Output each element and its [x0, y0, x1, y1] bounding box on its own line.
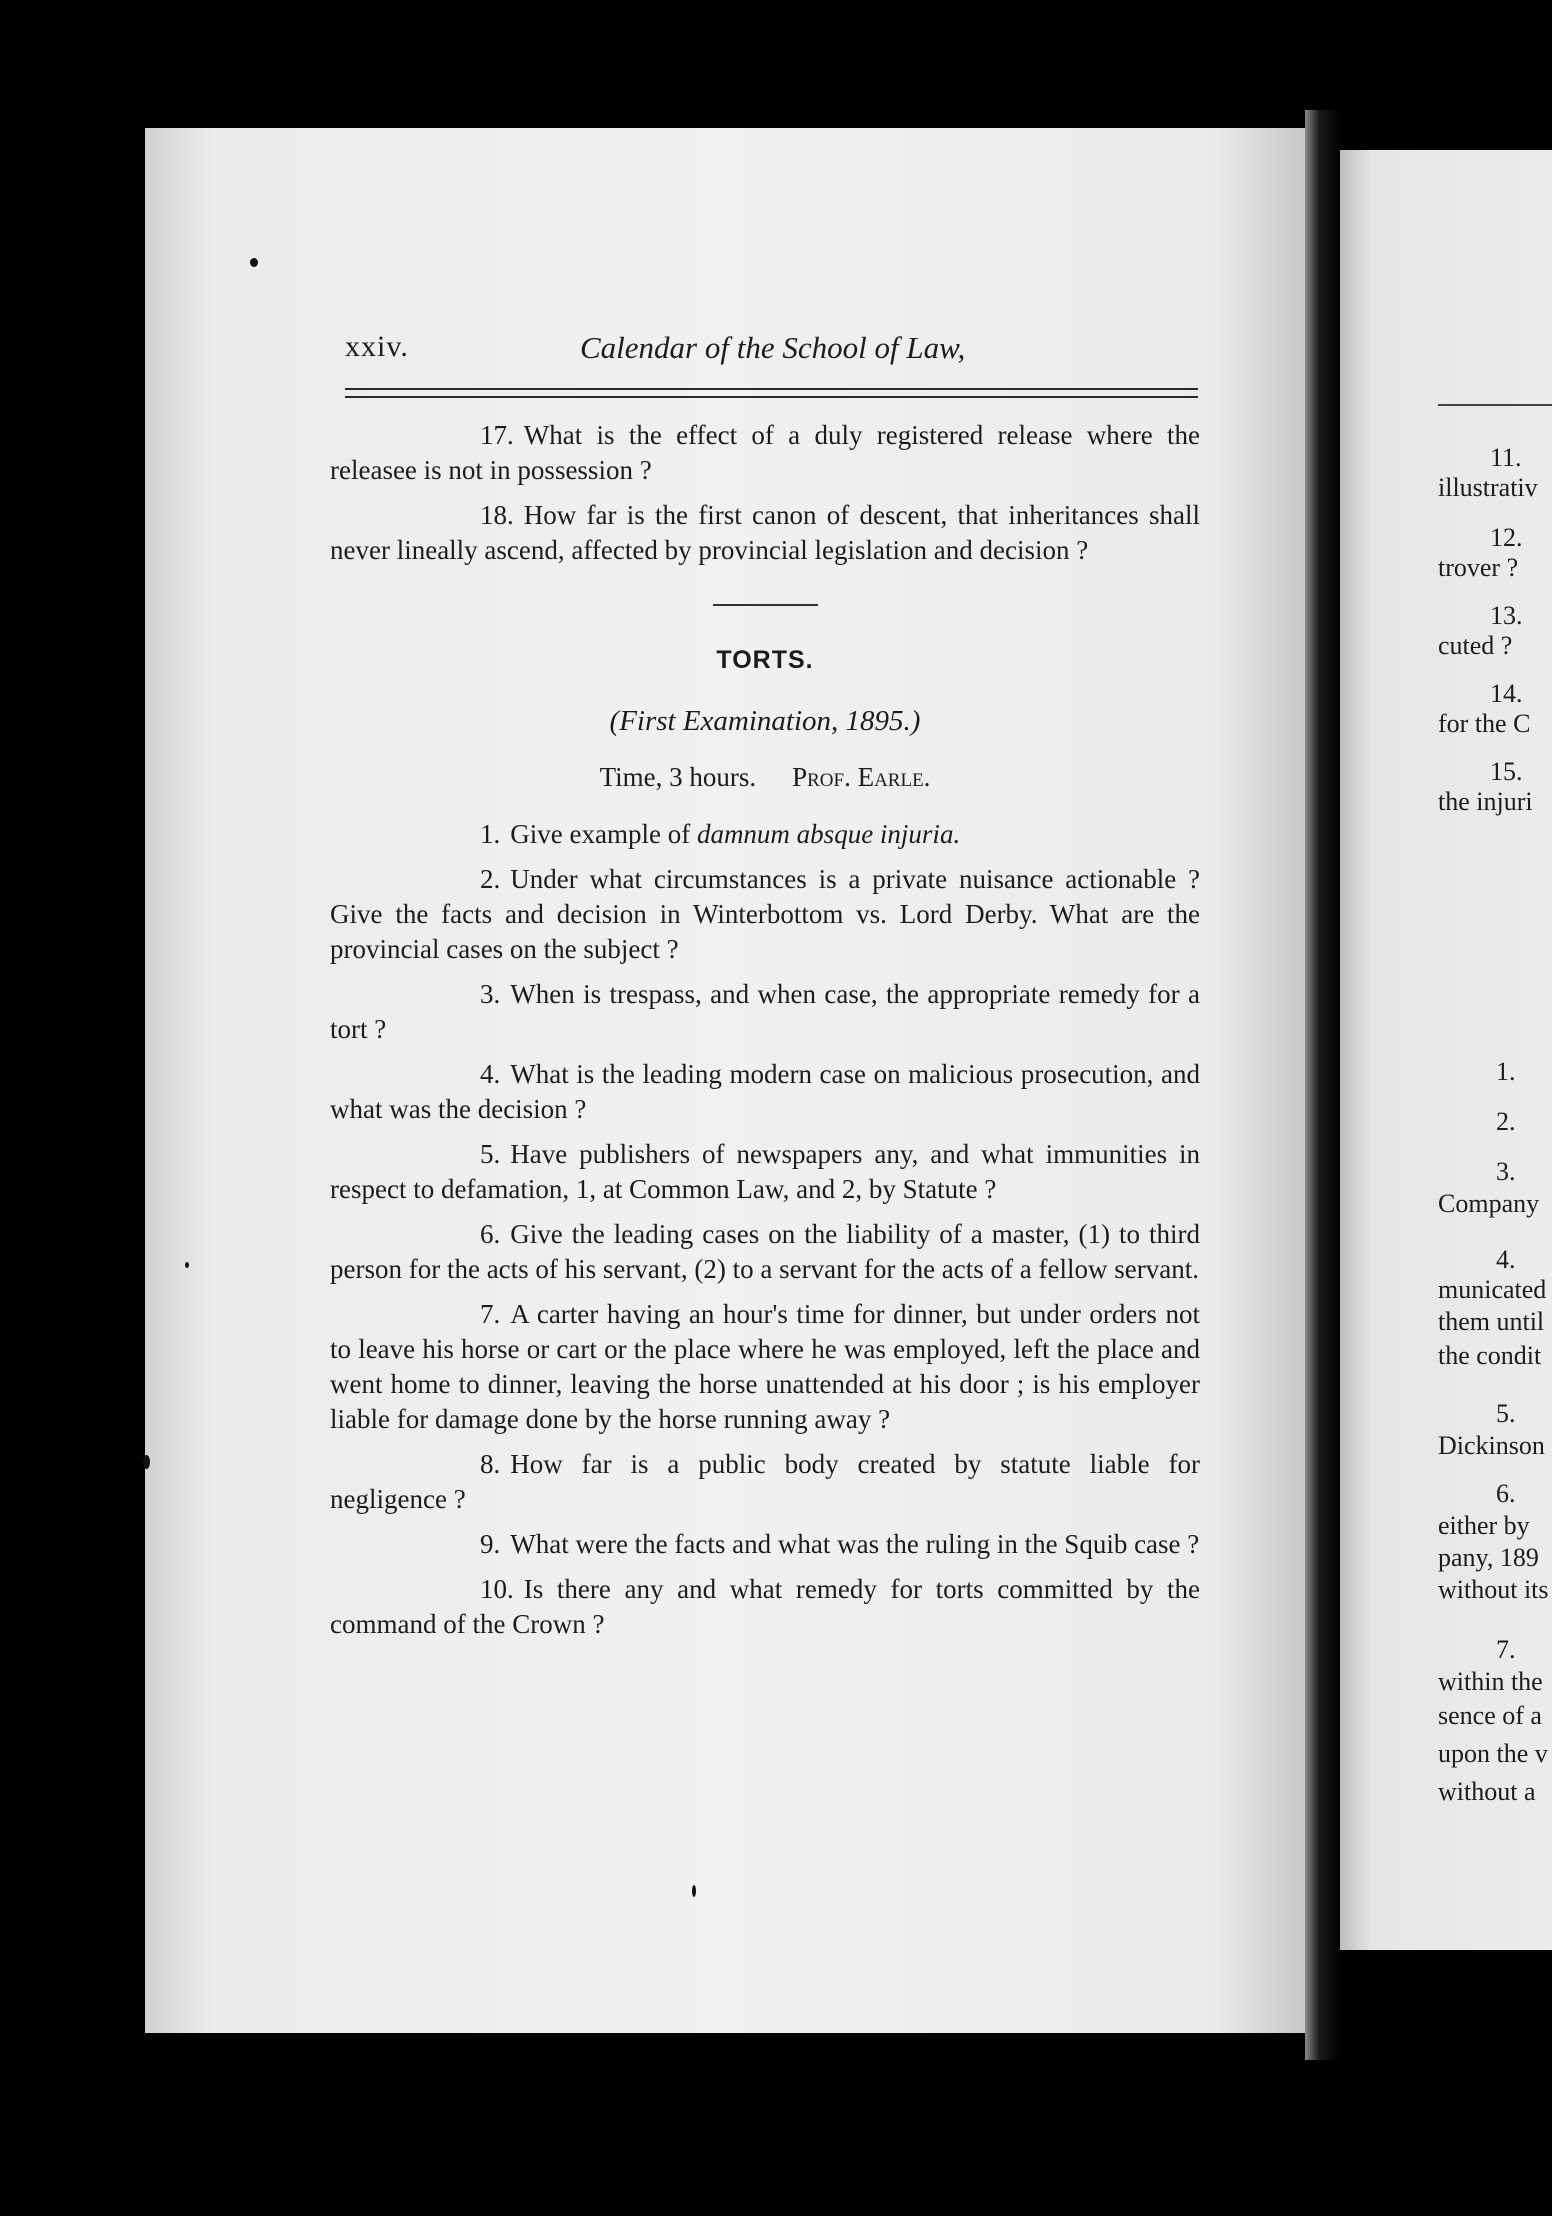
exam-time: Time, 3 hours. [599, 762, 757, 792]
question-number: 7. [480, 1299, 501, 1329]
torts-question-6 [330, 1217, 1200, 1287]
question-number: 4. [480, 1059, 501, 1089]
facing-fragment: within the [1438, 1667, 1543, 1696]
facing-fragment: them until [1438, 1307, 1545, 1336]
torts-question-5 [330, 1137, 1200, 1207]
header-rule-top [345, 388, 1198, 390]
facing-fragment: 13. [1490, 601, 1523, 630]
torts-question-9 [330, 1527, 1200, 1562]
question-text: What were the facts and what was the ruling in the Squib case ? [510, 1529, 1200, 1559]
torts-question-2 [330, 862, 1200, 967]
torts-question-7 [330, 1297, 1200, 1437]
facing-fragment: 2. [1496, 1107, 1516, 1136]
question-17 [330, 418, 1200, 488]
question-number: 17. [480, 420, 514, 450]
question-number: 9. [480, 1529, 501, 1559]
facing-page-text [1340, 0, 1552, 2216]
question-text: Is there any and what remedy for torts committed by the command of the Crown ? [330, 1574, 1200, 1639]
facing-fragment: 7. [1496, 1635, 1516, 1664]
facing-fragment: illustrativ [1438, 473, 1538, 502]
facing-fragment: upon the v [1438, 1739, 1548, 1768]
torts-question-1 [330, 817, 1200, 852]
header-rule-bottom [345, 396, 1198, 398]
facing-fragment: 11. [1490, 443, 1522, 472]
speck [250, 258, 258, 267]
question-text: A carter having an hour's time for dinner, but under orders not to leave his horse or cart or the place where he was employed, left the place and went home to dinner, leaving the horse unattended at his door ; is his employer liable for damage done by the horse running away ? [330, 1299, 1200, 1434]
facing-fragment: 6. [1496, 1479, 1516, 1508]
page-header [345, 330, 1200, 374]
torts-question-3 [330, 977, 1200, 1047]
facing-fragment: 4. [1496, 1245, 1516, 1274]
question-text: How far is the first canon of descent, that inheritances shall never lineally ascend, affected by provincial legislation and decision ? [330, 500, 1200, 565]
facing-header-rule [1438, 404, 1552, 406]
facing-fragment: without its [1438, 1575, 1549, 1604]
question-text: Give the leading cases on the liability of a master, (1) to third person for the acts of his servant, (2) to a servant for the acts of a fellow servant. [330, 1219, 1200, 1284]
question-text: Give example of [510, 819, 697, 849]
torts-question-4 [330, 1057, 1200, 1127]
facing-fragment: 1. [1496, 1057, 1516, 1086]
question-text: How far is a public body created by statute liable for negligence ? [330, 1449, 1200, 1514]
facing-fragment: without a [1438, 1777, 1536, 1806]
speck [143, 1455, 150, 1469]
question-number: 10. [480, 1574, 514, 1604]
question-number: 2. [480, 864, 501, 894]
question-number: 3. [480, 979, 501, 1009]
question-number: 1. [480, 819, 501, 849]
torts-question-8 [330, 1447, 1200, 1517]
question-18 [330, 498, 1200, 568]
page-number: xxiv. [345, 330, 409, 363]
question-number: 5. [480, 1139, 501, 1169]
facing-fragment: 12. [1490, 523, 1523, 552]
exam-professor: Prof. Earle. [792, 762, 931, 792]
question-text: What is the effect of a duly registered release where the releasee is not in possession ? [330, 420, 1200, 485]
facing-fragment: cuted ? [1438, 631, 1513, 660]
latin-phrase: damnum absque injuria. [696, 819, 961, 849]
facing-fragment: the condit [1438, 1341, 1542, 1370]
section-divider [713, 604, 818, 606]
speck [692, 1885, 696, 1897]
facing-fragment: 3. [1496, 1157, 1516, 1186]
facing-fragment: 14. [1490, 679, 1523, 708]
book-spine [1305, 110, 1340, 2060]
facing-fragment: for the C [1438, 709, 1531, 738]
facing-fragment: Dickinson [1438, 1431, 1545, 1460]
facing-fragment: either by [1438, 1511, 1530, 1540]
page-body [330, 418, 1200, 1652]
torts-question-10 [330, 1572, 1200, 1642]
section-title: TORTS. [716, 646, 814, 674]
running-head: Calendar of the School of Law, [580, 330, 966, 365]
question-text: What is the leading modern case on malicious prosecution, and what was the decision ? [330, 1059, 1200, 1124]
speck [185, 1262, 189, 1268]
facing-fragment: 15. [1490, 757, 1523, 786]
facing-fragment: municated [1438, 1275, 1547, 1304]
question-text: When is trespass, and when case, the appropriate remedy for a tort ? [330, 979, 1200, 1044]
facing-fragment: trover ? [1438, 553, 1519, 582]
facing-fragment: the injuri [1438, 787, 1533, 816]
question-number: 8. [480, 1449, 501, 1479]
facing-fragment: pany, 189 [1438, 1543, 1539, 1572]
exam-details [330, 762, 1200, 793]
question-text: Under what circumstances is a private nuisance actionable ? Give the facts and decision in Winterbottom vs. Lord Derby. What are the provincial cases on the subject ? [330, 864, 1200, 964]
question-number: 18. [480, 500, 514, 530]
exam-subtitle: (First Examination, 1895.) [609, 705, 921, 737]
question-number: 6. [480, 1219, 501, 1249]
question-text: Have publishers of newspapers any, and what immunities in respect to defamation, 1, at Common Law, and 2, by Statute ? [330, 1139, 1200, 1204]
facing-fragment: Company [1438, 1189, 1540, 1218]
facing-fragment: 5. [1496, 1399, 1516, 1428]
facing-fragment: sence of a [1438, 1701, 1542, 1730]
